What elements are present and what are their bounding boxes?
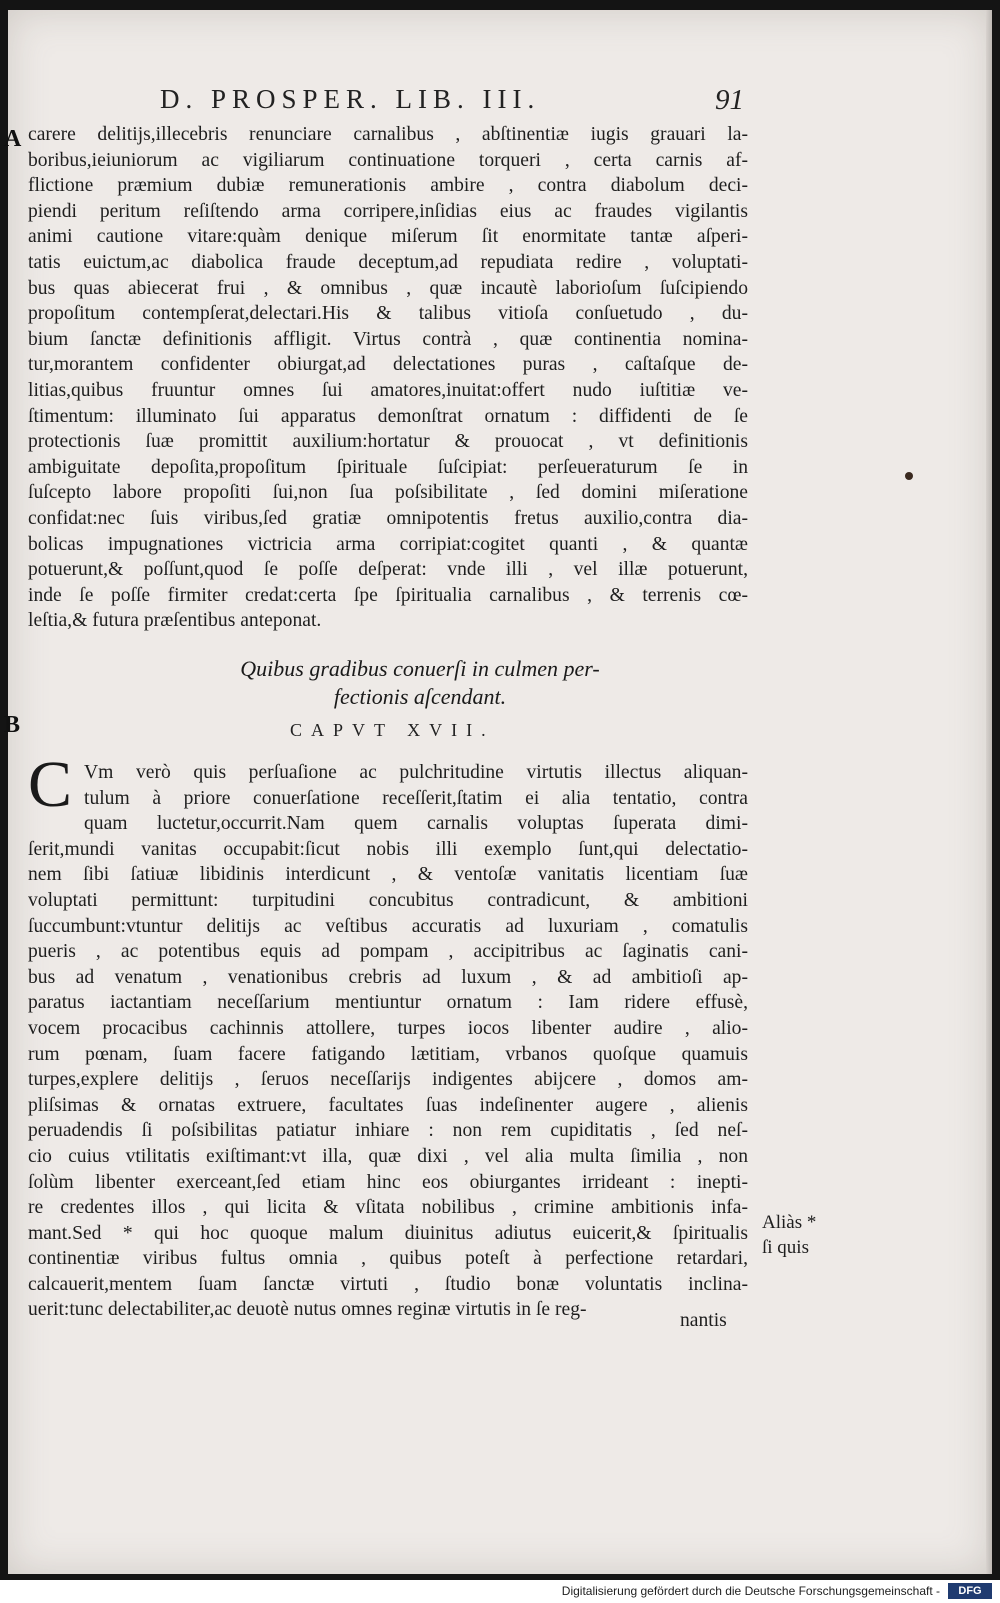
text-line: propoſitum contempſerat,delectari.His & talibus vitioſa conſuetudo , du-: [28, 303, 748, 325]
text-line: ſerit,mundi vanitas occupabit:ſicut nobis illi exemplo ſunt,qui delectatio-: [28, 838, 748, 860]
margin-note: [762, 1210, 832, 1260]
text-line: inde ſe poſſe firmiter credat:certa ſpe ſpiritualia carnalibus , & terrenis cœ-: [28, 584, 748, 606]
text-line: bus quas abiecerat frui , & omnibus , quæ incautè laborioſum ſuſcipiendo: [28, 277, 748, 299]
text-line: ſuſcepto labore propoſiti ſui,non ſua poſsibilitate , ſed domini miſeratione: [28, 482, 748, 504]
text-line: boribus,ieiuniorum ac vigiliarum continuatione torqueri , certa carnis af-: [28, 149, 748, 171]
text-line: cio cuius vtilitatis exiſtimant:vt illa, quæ dixi , vel alia multa ſimilia , non: [28, 1145, 748, 1167]
chapter-number: CAPVT XVII.: [290, 720, 495, 740]
margin-note-line: Aliàs *: [762, 1212, 817, 1233]
margin-note-line: ſi quis: [762, 1237, 809, 1258]
text-line: carere delitijs,illecebris renunciare carnalibus , abſtinentiæ iugis grauari la-: [28, 124, 748, 145]
text-block-2: [28, 760, 748, 1323]
text-block-1: [28, 122, 748, 634]
text-line: re credentes illos , qui licita & vſitata nobilibus , crimine ambitionis infa-: [28, 1197, 748, 1219]
text-line: tur,morantem confidenter obiurgat,ad delectationes puras , caſtaſque de-: [28, 354, 748, 376]
text-line: litias,quibus fruuntur omnes ſui amatores,inuitat:offert nudo iuſtitiæ ve-: [28, 379, 748, 401]
ink-speck: [905, 472, 913, 480]
text-line: uerit:tunc delectabiliter,ac deuotè nutus omnes reginæ virtutis in ſe reg-: [28, 1299, 587, 1321]
drop-cap: C: [28, 748, 73, 821]
footer-credit: Digitalisierung gefördert durch die Deutsche Forschungsgemeinschaft -: [561, 1584, 940, 1598]
text-line: tulum à priore conuerſatione receſſerit,ſtatim ei alia tentatio, contra: [84, 787, 748, 809]
section-marker-b: B: [4, 712, 21, 738]
footer-bar: [0, 1580, 1000, 1603]
heading-line: fectionis aſcendant.: [333, 684, 507, 709]
text-line: paratus iactantiam neceſſarium mentiuntur ornatum : Iam ridere effusè,: [28, 992, 748, 1014]
text-line: confidat:nec ſuis viribus,ſed gratiæ omnipotentis fretus auxilio,contra dia-: [28, 507, 748, 529]
section-marker-a: A: [4, 126, 22, 152]
text-line: peruadendis ſi poſsibilitas patiatur inhiare : non rem cupiditatis , ſed neſ-: [28, 1120, 748, 1142]
text-line: ſolùm libenter exerceant,ſed etiam hinc eos obiurgantes irrideant : inepti-: [28, 1171, 748, 1193]
text-line: mant.Sed * qui hoc quoque malum diuinitus adiutus euicerit,& ſpiritualis: [28, 1222, 748, 1244]
text-line: bus ad venatum , venationibus crebris ad luxum , & ad ambitioſi ap-: [28, 966, 748, 988]
text-line: pueris , ac potentibus equis ad pompam , accipitribus ac ſaginatis cani-: [28, 941, 748, 963]
text-line: bium ſanctæ definitionis affligit. Virtus contrà , quæ continentia nomina-: [28, 328, 748, 350]
text-line: voluptati permittunt: turpitudini concubitus contradicunt, & ambitioni: [28, 889, 748, 911]
text-line: vocem procacibus cachinnis attollere, turpes iocos libenter audire , alio-: [28, 1017, 748, 1039]
page-edge: [986, 10, 992, 1574]
text-line: potuerunt,& poſſunt,quod ſe poſſe deſperat: vnde illi , vel illæ potuerunt,: [28, 559, 748, 581]
text-line: protectionis ſuæ promittit auxilium:hortatur & prouocat , vt definitionis: [28, 431, 748, 453]
heading-line: Quibus gradibus conuerſi in culmen per-: [240, 656, 600, 681]
text-line: Vm verò quis perſuaſione ac pulchritudine virtutis illectus aliquan-: [84, 762, 748, 783]
page-number: 91: [715, 84, 744, 116]
text-line: pliſsimas & ornatas extruere, facultates ſuas indeſinenter augere , alienis: [28, 1094, 748, 1116]
running-head: D. PROSPER. LIB. III.: [160, 84, 541, 114]
text-line: turpes,explere delitijs , ſeruos neceſſarijs indigentes abijcere , domos am-: [28, 1069, 748, 1091]
dfg-logo-icon[interactable]: DFG: [948, 1583, 992, 1599]
text-line: ſuccumbunt:vtuntur delitijs ac veſtibus accuratis ad luxuriam , comatulis: [28, 915, 748, 937]
chapter-heading: [160, 655, 680, 711]
text-line: rum pœnam, ſuam facere fatigando lætitiam, vrbanos quoſque quamuis: [28, 1043, 748, 1065]
text-line: calcauerit,mentem ſuam ſanctæ virtuti , ſtudio bonæ voluntatis inclina-: [28, 1273, 748, 1295]
text-line: bolicas impugnationes victricia arma corripiat:cogitet quanti , & quantæ: [28, 533, 748, 555]
text-line: ambiguitate depoſita,propoſitum ſpirituale ſuſcipiat: perſeueraturum ſe in: [28, 456, 748, 478]
text-line: continentiæ viribus fultus omnia , quibus poteſt à perfectione retardari,: [28, 1248, 748, 1270]
text-line: animi cautione vitare:quàm denique miſerum ſit enormitate tantæ aſperi-: [28, 226, 748, 248]
catchword: nantis: [680, 1310, 727, 1331]
text-line: ſtimentum: illuminato ſui apparatus demonſtrat ornatum : diffidenti de ſe: [28, 405, 748, 427]
text-line: tatis euictum,ac diabolica fraude deceptum,ad repudiata redire , voluptati-: [28, 251, 748, 273]
text-line: nem ſibi ſatiuæ libidinis interdicunt , & ventoſæ vanitatis licentiam ſuæ: [28, 864, 748, 886]
text-line: leſtia,& futura præſentibus anteponat.: [28, 610, 322, 632]
text-line: piendi peritum reſiſtendo arma corripere,inſidias eius ac fraudes vigilantis: [28, 200, 748, 222]
text-line: quam luctetur,occurrit.Nam quem carnalis voluptas ſuperata dimi-: [84, 813, 748, 835]
text-line: flictione præmium dubiæ remunerationis ambire , contra diabolum deci-: [28, 175, 748, 197]
